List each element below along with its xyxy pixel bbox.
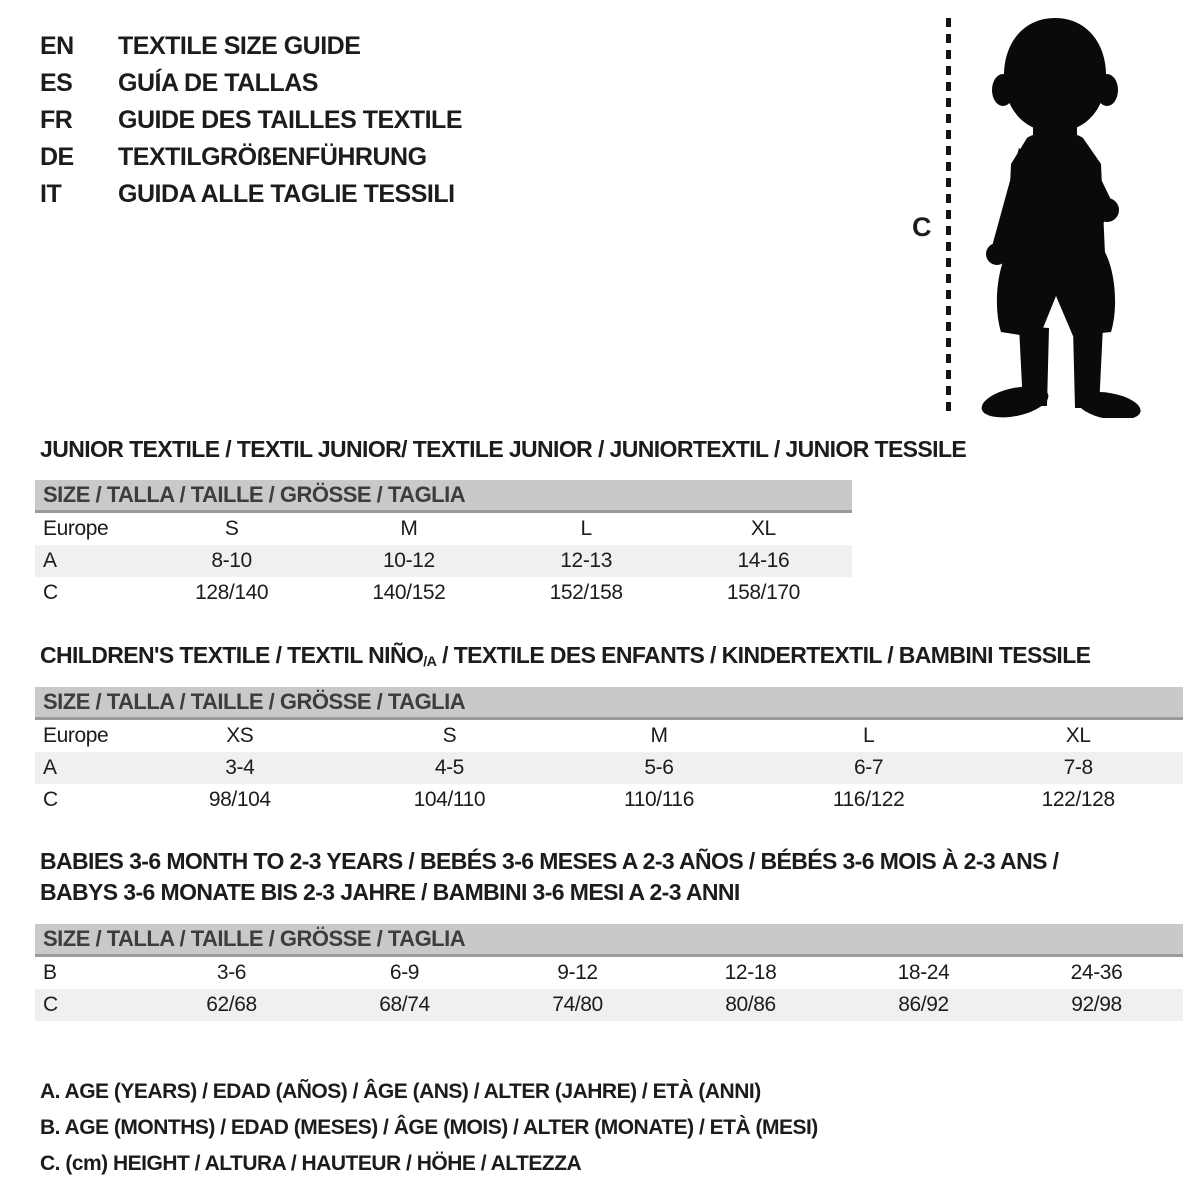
age-cell: 18-24 bbox=[897, 961, 950, 984]
guide-title-it: GUIDA ALLE TAGLIE TESSILI bbox=[118, 180, 455, 208]
height-cell: 86/92 bbox=[898, 993, 949, 1016]
guide-title-de: TEXTILGRÖßENFÜHRUNG bbox=[118, 143, 427, 171]
size-cell: S bbox=[442, 724, 457, 747]
row-label: C bbox=[43, 788, 58, 811]
table-row-age-months bbox=[35, 957, 1183, 989]
row-label: B bbox=[43, 961, 57, 984]
language-row-en bbox=[40, 28, 462, 65]
age-cell: 14-16 bbox=[737, 549, 790, 572]
row-label: A bbox=[43, 756, 57, 779]
height-cell: 116/122 bbox=[832, 788, 905, 811]
size-cell: XL bbox=[1065, 724, 1091, 747]
size-cell: M bbox=[650, 724, 668, 747]
legend-line-c: C. (cm) HEIGHT / ALTURA / HAUTEUR / HÖHE / ALTEZZA bbox=[40, 1152, 582, 1175]
size-table-header: SIZE / TALLA / TAILLE / GRÖSSE / TAGLIA bbox=[35, 480, 852, 513]
size-cell: L bbox=[862, 724, 875, 747]
height-cell: 68/74 bbox=[379, 993, 430, 1016]
children-title-post: / TEXTILE DES ENFANTS / KINDERTEXTIL / BAMBINI TESSILE bbox=[436, 642, 1091, 668]
table-row-age bbox=[35, 752, 1183, 784]
section-title-babies bbox=[40, 846, 1058, 908]
size-cell: L bbox=[580, 517, 592, 540]
age-cell: 4-5 bbox=[434, 756, 464, 779]
height-cell: 152/158 bbox=[549, 581, 623, 604]
guide-title-fr: GUIDE DES TAILLES TEXTILE bbox=[118, 106, 463, 134]
age-cell: 3-4 bbox=[225, 756, 255, 779]
age-cell: 6-9 bbox=[389, 961, 420, 984]
legend bbox=[40, 1074, 818, 1182]
junior-size-table bbox=[35, 480, 852, 609]
age-cell: 12-18 bbox=[724, 961, 777, 984]
age-cell: 24-36 bbox=[1070, 961, 1123, 984]
age-cell: 5-6 bbox=[644, 756, 674, 779]
height-cell: 140/152 bbox=[372, 581, 446, 604]
guide-title-es: GUÍA DE TALLAS bbox=[118, 69, 318, 97]
section-title-children bbox=[40, 642, 1090, 670]
height-measure-label: C bbox=[912, 212, 932, 242]
height-cell: 110/116 bbox=[623, 788, 694, 811]
toddler-silhouette-icon bbox=[966, 14, 1144, 418]
language-row-fr bbox=[40, 102, 462, 139]
height-cell: 122/128 bbox=[1041, 788, 1115, 811]
row-label: Europe bbox=[43, 724, 109, 747]
section-title-junior: JUNIOR TEXTILE / TEXTIL JUNIOR/ TEXTILE JUNIOR / JUNIORTEXTIL / JUNIOR TESSILE bbox=[40, 436, 967, 462]
age-cell: 3-6 bbox=[216, 961, 247, 984]
size-table-header: SIZE / TALLA / TAILLE / GRÖSSE / TAGLIA bbox=[35, 687, 1183, 720]
height-cell: 104/110 bbox=[413, 788, 486, 811]
table-row-age bbox=[35, 545, 852, 577]
table-row-height bbox=[35, 577, 852, 609]
age-cell: 9-12 bbox=[557, 961, 598, 984]
height-cell: 92/98 bbox=[1071, 993, 1122, 1016]
height-cell: 80/86 bbox=[725, 993, 776, 1016]
language-code: ES bbox=[40, 69, 73, 97]
table-row-europe bbox=[35, 513, 852, 545]
age-cell: 12-13 bbox=[560, 549, 612, 572]
babies-size-table bbox=[35, 924, 1183, 1021]
row-label: C bbox=[43, 993, 58, 1016]
language-title-list bbox=[40, 28, 462, 213]
language-code: FR bbox=[40, 106, 73, 134]
babies-title-line2: BABYS 3-6 MONATE BIS 2-3 JAHRE / BAMBINI 3-6 MESI A 2-3 ANNI bbox=[40, 879, 740, 905]
children-size-table bbox=[35, 687, 1183, 816]
age-cell: 8-10 bbox=[211, 549, 252, 572]
height-cell: 62/68 bbox=[206, 993, 257, 1016]
table-row-europe bbox=[35, 720, 1183, 752]
row-label: A bbox=[43, 549, 57, 572]
table-row-height bbox=[35, 989, 1183, 1021]
language-code: DE bbox=[40, 143, 74, 171]
size-cell: S bbox=[224, 517, 239, 540]
language-row-es bbox=[40, 65, 462, 102]
row-label: Europe bbox=[43, 517, 109, 540]
children-title-sub: /A bbox=[423, 654, 437, 671]
height-cell: 98/104 bbox=[208, 788, 271, 811]
guide-title-en: TEXTILE SIZE GUIDE bbox=[118, 32, 361, 60]
legend-line-a: A. AGE (YEARS) / EDAD (AÑOS) / ÂGE (ANS) / ALTER (JAHRE) / ETÀ (ANNI) bbox=[40, 1080, 761, 1103]
language-code: IT bbox=[40, 180, 62, 208]
size-cell: XS bbox=[226, 724, 254, 747]
table-row-height bbox=[35, 784, 1183, 816]
height-cell: 74/80 bbox=[552, 993, 603, 1016]
age-cell: 10-12 bbox=[383, 549, 435, 572]
size-table-header: SIZE / TALLA / TAILLE / GRÖSSE / TAGLIA bbox=[35, 924, 1183, 957]
size-cell: XL bbox=[750, 517, 776, 540]
babies-title-line1: BABIES 3-6 MONTH TO 2-3 YEARS / BEBÉS 3-6 MESES A 2-3 AÑOS / BÉBÉS 3-6 MOIS À 2-3 ANS / bbox=[40, 848, 1059, 874]
age-cell: 6-7 bbox=[854, 756, 884, 779]
language-row-de bbox=[40, 139, 462, 176]
language-code: EN bbox=[40, 32, 74, 60]
row-label: C bbox=[43, 581, 58, 604]
language-row-it bbox=[40, 176, 462, 213]
height-measure-dotted-line bbox=[946, 18, 951, 416]
age-cell: 7-8 bbox=[1063, 756, 1093, 779]
size-cell: M bbox=[400, 517, 418, 540]
height-cell: 128/140 bbox=[195, 581, 269, 604]
legend-line-b: B. AGE (MONTHS) / EDAD (MESES) / ÂGE (MOIS) / ALTER (MONATE) / ETÀ (MESI) bbox=[40, 1116, 818, 1139]
children-title-pre: CHILDREN'S TEXTILE / TEXTIL NIÑO bbox=[40, 642, 424, 668]
height-cell: 158/170 bbox=[726, 581, 800, 604]
